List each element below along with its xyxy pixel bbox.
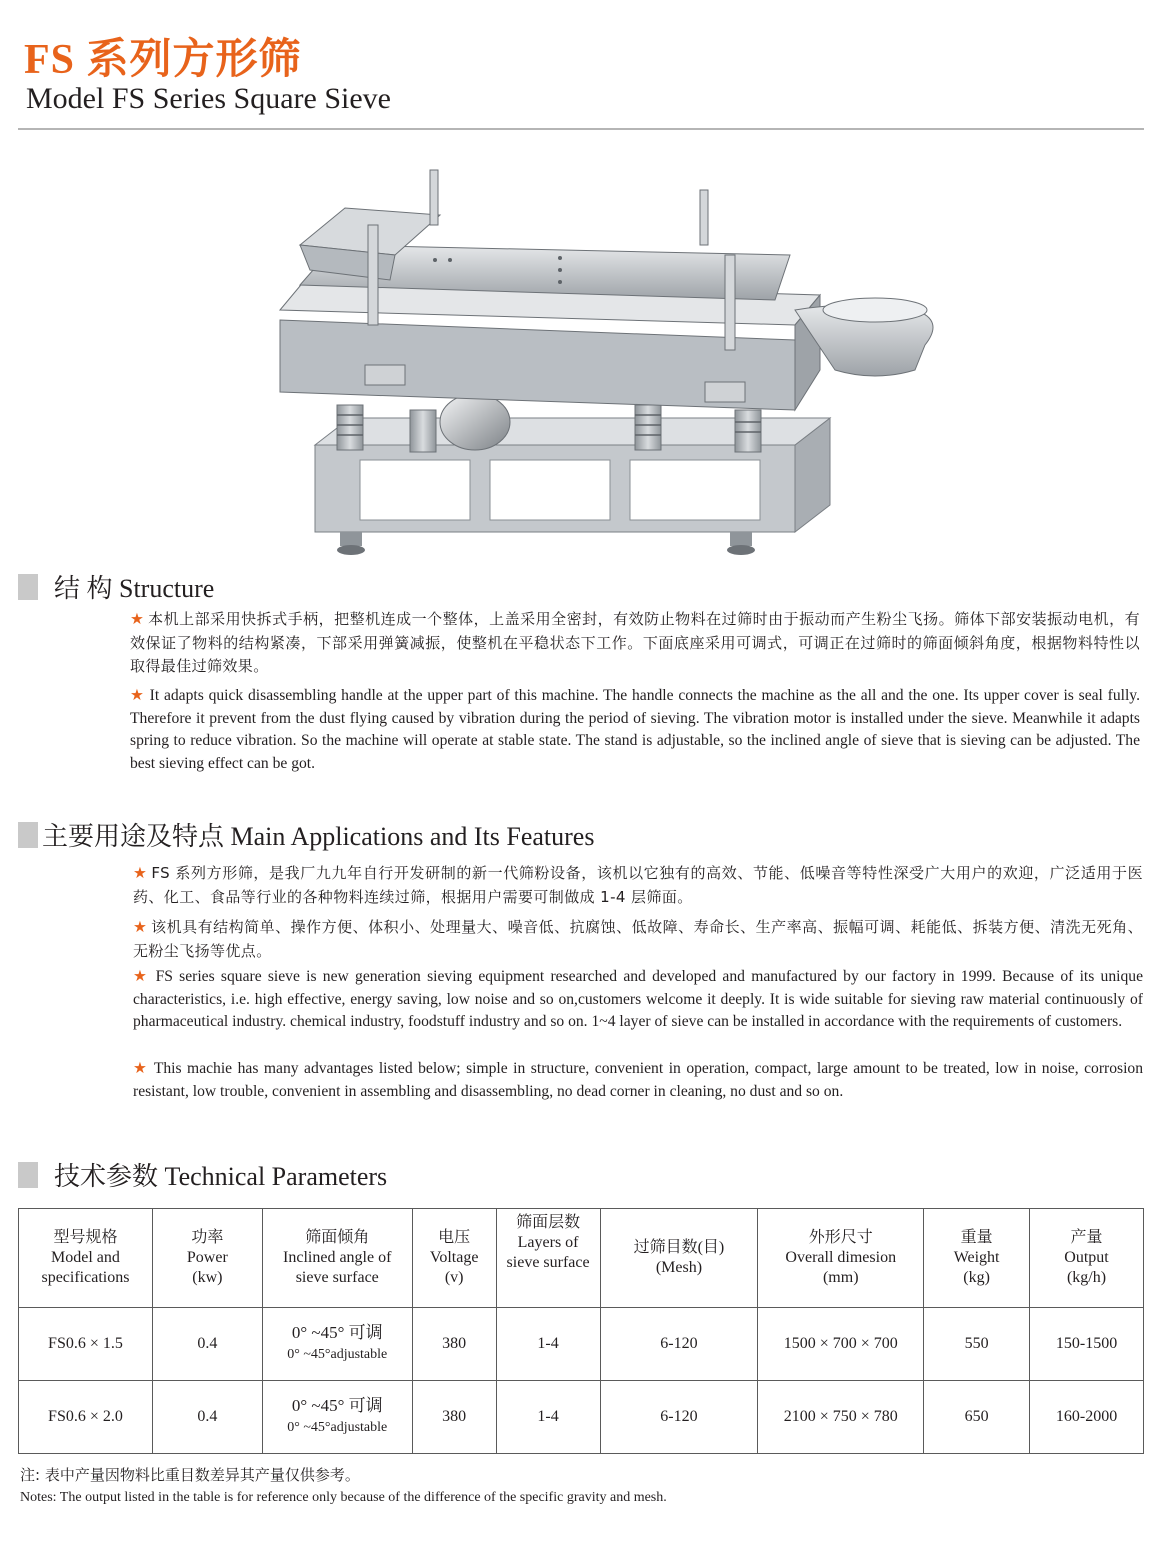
note-en: Notes: The output listed in the table is for reference only because of the difference of the specific gravity and mesh. bbox=[20, 1490, 667, 1505]
table-cell: 6-120 bbox=[600, 1308, 758, 1381]
table-cell: FS0.6 × 1.5 bbox=[19, 1308, 153, 1381]
note-cn: 注: 表中产量因物料比重目数差异其产量仅供参考。 bbox=[20, 1466, 360, 1484]
star-bullet-icon: ★ bbox=[133, 1060, 149, 1077]
table-row bbox=[19, 1308, 1144, 1381]
column-header: 产量 Output (kg/h) bbox=[1030, 1209, 1144, 1308]
applications-text-en-1: ★ FS series square sieve is new generation sieving equipment researched and developed and manufactured by our factory in 1999. Because of its unique characteristics, i.e. high effective, energy saving, low noise and so on,customers welcome it deeply. It is wide suitable for sieving raw material continuously of pharmaceutical industry. chemical industry, foodstuff industry and so on. 1~4 layer of sieve can be installed in accordance with the requirements of customers. bbox=[133, 968, 1143, 1031]
table-cell: 1-4 bbox=[496, 1381, 600, 1454]
title-divider bbox=[18, 128, 1144, 130]
table-cell: 1-4 bbox=[496, 1308, 600, 1381]
applications-text-cn-2: ★ 该机具有结构简单、操作方便、体积小、处理量大、噪音低、抗腐蚀、低故障、寿命长、生产率高、振幅可调、耗能低、拆装方便、清洗无死角、无粉尘飞扬等优点。 bbox=[133, 918, 1144, 960]
table-cell: 1500 × 700 × 700 bbox=[758, 1308, 924, 1381]
star-bullet-icon: ★ bbox=[133, 919, 148, 936]
page-title-en: Model FS Series Square Sieve bbox=[26, 82, 391, 115]
column-header: 筛面倾角 Inclined angle of sieve surface bbox=[262, 1209, 412, 1308]
column-header: 过筛目数(目) (Mesh) bbox=[600, 1209, 758, 1308]
table-cell: 650 bbox=[924, 1381, 1030, 1454]
structure-text-cn: ★ 本机上部采用快拆式手柄，把整机连成一个整体，上盖采用全密封，有效防止物料在过筛时由于振动而产生粉尘飞扬。筛体下部安装振动电机，有效保证了物料的结构紧凑，下部采用弹簧减振，使整机在平稳状态下工作。下面底座采用可调式，可调正在过筛时的筛面倾斜角度，根据物料特性以取得最佳过筛效果。 bbox=[130, 610, 1141, 676]
column-header: 重量 Weight (kg) bbox=[924, 1209, 1030, 1308]
page-title-cn: FS 系列方形筛 bbox=[24, 37, 302, 83]
applications-text-cn-1: ★ FS 系列方形筛，是我厂九九年自行开发研制的新一代筛粉设备，该机以它独有的高效、节能、低噪音等特性深受广大用户的欢迎，广泛适用于医药、化工、食品等行业的各种物料连续过筛，根据用户需要可制做成 1-4 层筛面。 bbox=[133, 864, 1143, 906]
column-header: 功率 Power (kw) bbox=[152, 1209, 262, 1308]
column-header: 电压 Voltage (v) bbox=[412, 1209, 496, 1308]
table-cell: 380 bbox=[412, 1381, 496, 1454]
table-cell: 6-120 bbox=[600, 1381, 758, 1454]
table-row bbox=[19, 1381, 1144, 1454]
square-sieve-machine-illustration bbox=[275, 160, 955, 570]
table-cell: 0° ~45° 可调 0° ~45°adjustable bbox=[262, 1308, 412, 1381]
structure-heading: 结 构 Structure bbox=[18, 568, 214, 605]
section-marker-icon bbox=[18, 822, 38, 848]
section-marker-icon bbox=[18, 1162, 38, 1188]
table-cell: 160-2000 bbox=[1030, 1381, 1144, 1454]
table-cell: 380 bbox=[412, 1308, 496, 1381]
table-cell: 150-1500 bbox=[1030, 1308, 1144, 1381]
section-marker-icon bbox=[18, 574, 38, 600]
structure-text-en: ★ It adapts quick disassembling handle at the upper part of this machine. The handle connects the machine as the all and the one. Its upper cover is seal fully. Therefore it prevent from the dust flying caused by vibration during the period of sieving. The vibration motor is installed under the sieve. Meanwhile it adapts spring to reduce vibration. So the machine will operate at stable state. The stand is adjustable, so the inclined angle of sieve that is sieving can be adjusted. The best sieving effect can be got. bbox=[130, 687, 1140, 772]
column-header: 型号规格 Model and specifications bbox=[19, 1209, 153, 1308]
technical-parameters-table bbox=[18, 1208, 1144, 1454]
star-bullet-icon: ★ bbox=[133, 865, 148, 882]
applications-heading: 主要用途及特点 Main Applications and Its Features bbox=[18, 816, 594, 853]
star-bullet-icon: ★ bbox=[133, 968, 150, 985]
table-cell: 0.4 bbox=[152, 1381, 262, 1454]
column-header: 外形尺寸 Overall dimesion (mm) bbox=[758, 1209, 924, 1308]
applications-text-en-2: ★ This machie has many advantages listed below; simple in structure, convenient in operation, compact, large amount to be treated, low in noise, corrosion resistant, low trouble, convenient in assembling and disassembling, no dead corner in cleaning, no dust and so on. bbox=[133, 1060, 1143, 1100]
table-header-row bbox=[19, 1209, 1144, 1308]
table-cell: 2100 × 750 × 780 bbox=[758, 1381, 924, 1454]
table-cell: FS0.6 × 2.0 bbox=[19, 1381, 153, 1454]
table-cell: 550 bbox=[924, 1308, 1030, 1381]
star-bullet-icon: ★ bbox=[130, 687, 145, 704]
star-bullet-icon: ★ bbox=[130, 611, 145, 628]
column-header: 筛面层数 Layers of sieve surface bbox=[496, 1209, 600, 1308]
table-cell: 0° ~45° 可调 0° ~45°adjustable bbox=[262, 1381, 412, 1454]
table-cell: 0.4 bbox=[152, 1308, 262, 1381]
technical-heading: 技术参数 Technical Parameters bbox=[18, 1156, 387, 1193]
